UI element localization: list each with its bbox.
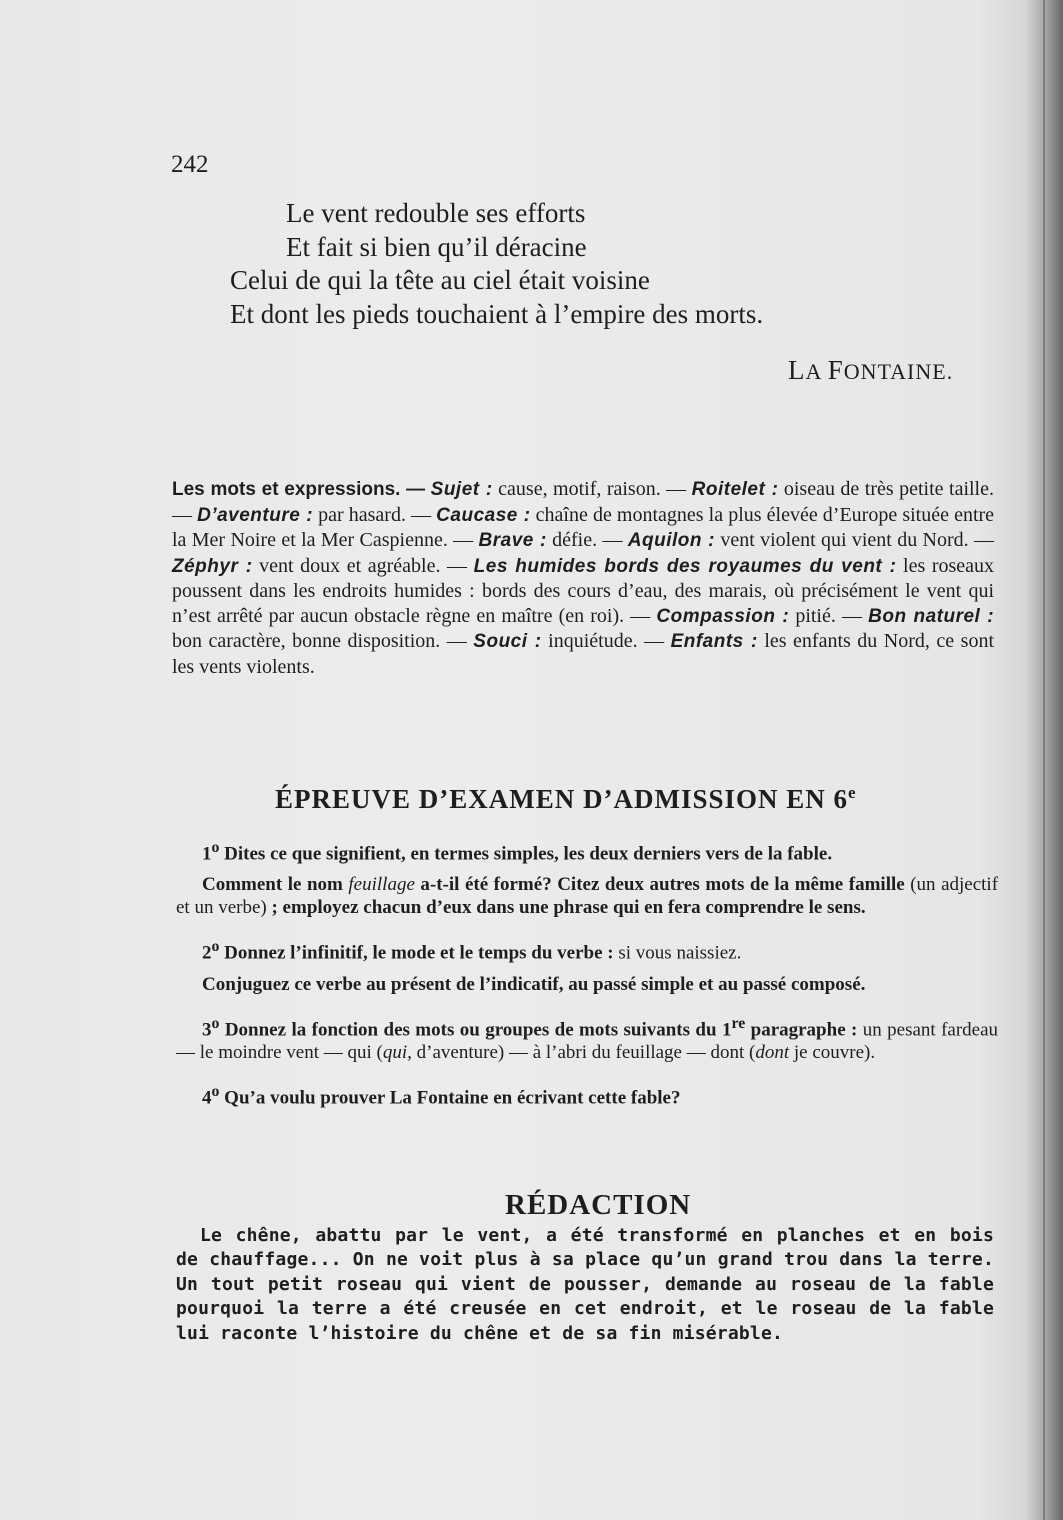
glossary-term: Caucase : <box>436 504 531 526</box>
author-initial: F <box>827 355 844 385</box>
glossary-definition: les roseaux poussent dans les endroits humides : bords des cours d’eau, des marais, où précisément le vent qui n’est arrêté par aucun obstacle règne en maître (en roi). — <box>172 554 995 627</box>
glossary-term: Roitelet : <box>691 479 779 500</box>
question-number: 1 <box>202 843 212 865</box>
exam-title-text: ÉPREUVE D’EXAMEN D’ADMISSION EN 6 <box>275 784 849 814</box>
question-text: Donnez l’infinitif, le mode et le temps du verbe : <box>224 942 614 964</box>
question-emphasis: dont <box>755 1041 790 1063</box>
glossary-definition: les enfants du Nord, ce sont les vents violents. <box>172 630 994 678</box>
glossary-term: Aquilon : <box>627 530 715 551</box>
question-2 <box>176 935 998 964</box>
question-text: a-t-il été formé? Citez deux autres mots de la même famille <box>420 874 905 896</box>
exam-questions <box>176 836 998 1117</box>
question-2-followup <box>176 973 998 996</box>
author-smallcaps: ONTAINE. <box>843 359 954 384</box>
author-attribution <box>788 355 953 387</box>
question-ordinal: o <box>211 839 220 856</box>
glossary-heading: Les mots et expressions. — <box>172 479 426 500</box>
glossary-term: Sujet : <box>430 479 493 500</box>
redaction-prompt: Le chêne, abattu par le vent, a été transformé en planches et en bois de chauffage... On ne voit plus à sa place qu’un grand trou dans la terre. Un tout petit roseau qui vient de pousser, demande au roseau de la fable pourquoi la terre a été creusée en cet endroit, et le roseau de la fable lui raconte l’histoire du chêne et de sa fin misérable. <box>176 1225 994 1344</box>
question-ordinal: o <box>211 938 220 956</box>
glossary-definition: bon caractère, bonne disposition. — <box>172 630 467 652</box>
exam-section-title <box>275 775 935 817</box>
verse-line: Et dont les pieds touchaient à l’empire des morts. <box>230 298 764 329</box>
glossary-term: Souci : <box>473 631 542 652</box>
question-text: Dites ce que signifient, en termes simples, les deux derniers vers de la fable. <box>224 843 833 865</box>
question-text: paragraphe : <box>750 1018 858 1040</box>
glossary-term: Enfants : <box>670 631 758 652</box>
author-initial: L <box>788 355 806 385</box>
question-text: Donnez la fonction des mots ou groupes de mots suivants du <box>224 1018 717 1040</box>
vocabulary-glossary <box>172 477 994 679</box>
glossary-definition: vent doux et agréable. — <box>259 554 468 577</box>
question-ordinal: o <box>211 1014 220 1032</box>
question-number: 2 <box>202 942 212 964</box>
glossary-term: Brave : <box>478 530 547 551</box>
question-emphasis: feuillage <box>348 874 415 896</box>
glossary-term: Zéphyr : <box>172 555 253 577</box>
question-text: 1 <box>721 1018 732 1040</box>
question-text: si vous naissiez. <box>618 942 742 964</box>
question-ordinal: o <box>211 1082 220 1100</box>
question-4 <box>176 1080 998 1109</box>
question-text: (un adjectif et un verbe) <box>176 874 999 919</box>
glossary-definition: vent violent qui vient du Nord. — <box>720 529 994 551</box>
question-number: 4 <box>202 1087 212 1109</box>
page-number: 242 <box>171 151 209 178</box>
poem-excerpt <box>230 197 763 331</box>
glossary-definition: oiseau de très petite taille. — <box>172 478 994 526</box>
exam-title-superscript: e <box>848 783 857 802</box>
verse-line: Celui de qui la tête au ciel était voisine <box>230 265 650 295</box>
glossary-term: Les humides bords des royaumes du vent : <box>473 555 897 577</box>
question-text: Comment le nom <box>202 874 343 896</box>
question-text: Conjuguez ce verbe au présent de l’indicatif, au passé simple et au passé composé. <box>202 973 866 995</box>
question-3 <box>176 1012 998 1064</box>
question-number: 3 <box>202 1018 212 1040</box>
question-ordinal: re <box>731 1014 746 1032</box>
glossary-term: D’aventure : <box>197 504 314 526</box>
page-edge-shadow <box>1025 0 1063 1520</box>
question-1-followup <box>176 873 998 919</box>
glossary-definition: par hasard. — <box>318 503 432 526</box>
question-text: ; employez chacun d’eux dans une phrase qui en fera comprendre le sens. <box>271 897 866 919</box>
question-text: je couvre). <box>793 1041 876 1063</box>
question-text: Qu’a voulu prouver La Fontaine en écrivant cette fable? <box>224 1087 681 1109</box>
glossary-definition: chaîne de montagnes la plus élevée d’Europe située entre la Mer Noire et la Mer Caspienne. — <box>172 503 995 551</box>
glossary-definition: pitié. — <box>795 604 862 627</box>
glossary-definition: cause, motif, raison. — <box>498 478 687 500</box>
glossary-definition: défie. — <box>552 529 623 551</box>
redaction-title: RÉDACTION <box>505 1189 692 1221</box>
question-text: d’aventure) — à l’abri du feuillage — dont ( <box>416 1041 756 1063</box>
question-1 <box>176 836 998 865</box>
question-text: un pesant fardeau — le moindre vent — qui ( <box>176 1018 999 1063</box>
glossary-term: Compassion : <box>656 605 790 627</box>
verse-line: Le vent redouble ses efforts <box>286 198 586 228</box>
author-smallcaps: A <box>805 359 822 384</box>
glossary-term: Bon naturel : <box>868 605 995 627</box>
verse-line: Et fait si bien qu’il déracine <box>286 231 587 262</box>
glossary-definition: inquiétude. — <box>548 630 665 652</box>
question-emphasis: qui, <box>382 1041 412 1063</box>
